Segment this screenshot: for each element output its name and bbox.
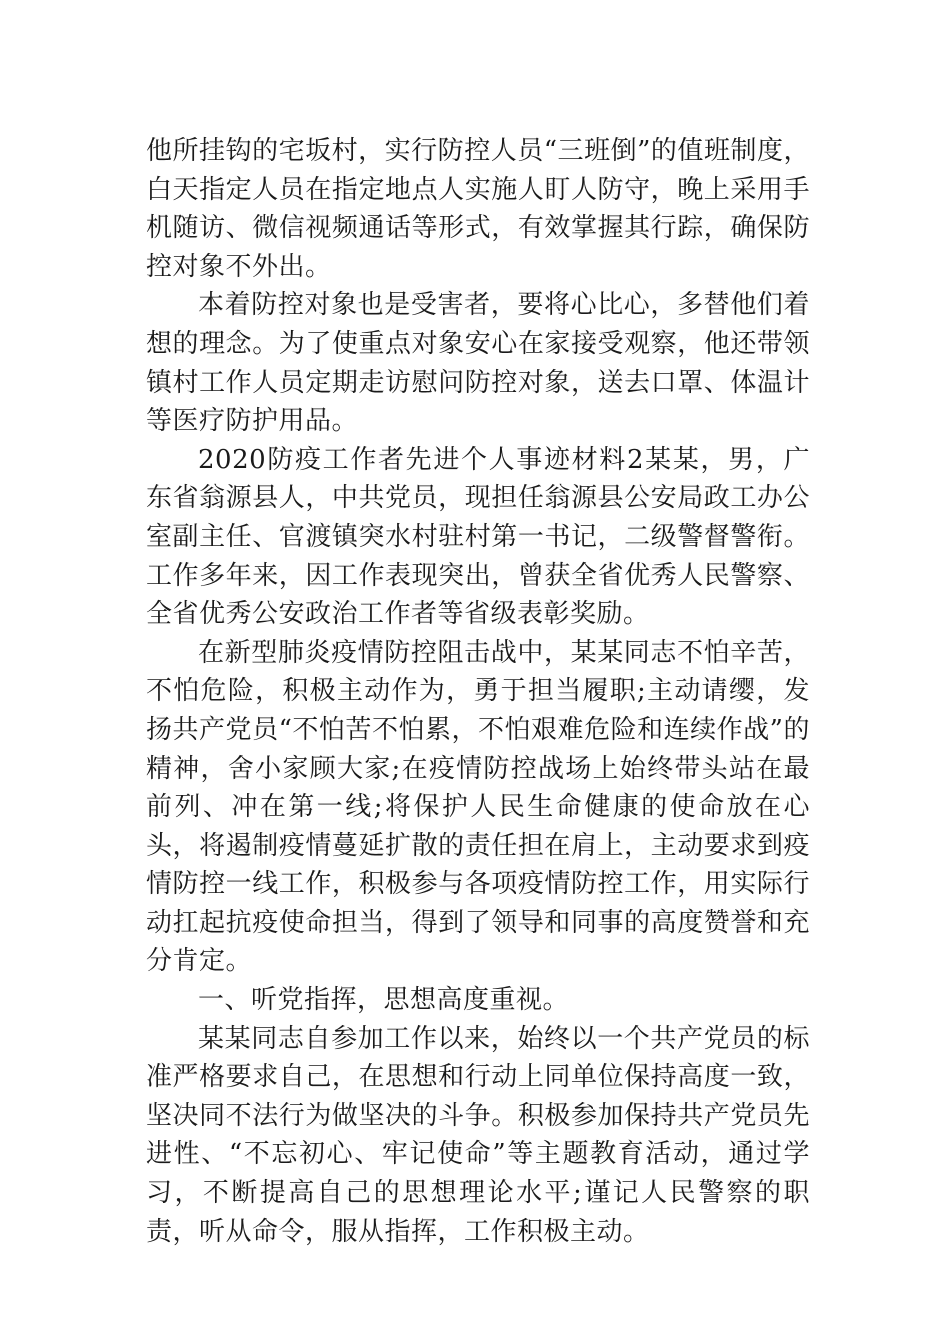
paragraph-4: 在新型肺炎疫情防控阻击战中，某某同志不怕辛苦，不怕危险，积极主动作为，勇于担当履职;主动请缨，发扬共产党员“不怕苦不怕累，不怕艰难危险和连续作战”的精神，舍小家顾大家;在疫情防控战场上始终带头站在最前列、冲在第一线;将保护人民生命健康的使命放在心头，将遏制疫情蔓延扩散的责任担在肩上，主动要求到疫情防控一线工作，积极参与各项疫情防控工作，用实际行动扛起抗疫使命担当，得到了领导和同事的高度赞誉和充分肯定。	[146, 637, 810, 977]
paragraph-2: 本着防控对象也是受害者，要将心比心，多替他们着想的理念。为了使重点对象安心在家接受观察，他还带领镇村工作人员定期走访慰问防控对象，送去口罩、体温计等医疗防护用品。	[146, 290, 810, 437]
paragraph-3: 2020防疫工作者先进个人事迹材料2某某，男，广东省翁源县人，中共党员，现担任翁源县公安局政工办公室副主任、官渡镇突水村驻村第一书记，二级警督警衔。工作多年来，因工作表现突出，曾获全省优秀人民警察、全省优秀公安政治工作者等省级表彰奖励。	[146, 444, 810, 630]
document-body	[146, 132, 810, 1251]
section-heading-1: 一、听党指挥，思想高度重视。	[198, 985, 570, 1016]
paragraph-1: 他所挂钩的宅坂村，实行防控人员“三班倒”的值班制度，白天指定人员在指定地点人实施人盯人防守，晚上采用手机随访、微信视频通话等形式，有效掌握其行踪，确保防控对象不外出。	[146, 136, 810, 282]
paragraph-5: 某某同志自参加工作以来，始终以一个共产党员的标准严格要求自己，在思想和行动上同单位保持高度一致，坚决同不法行为做坚决的斗争。积极参加保持共产党员先进性、“不忘初心、牢记使命”等主题教育活动，通过学习，不断提高自己的思想理论水平;谨记人民警察的职责，听从命令，服从指挥，工作积极主动。	[146, 1023, 810, 1247]
